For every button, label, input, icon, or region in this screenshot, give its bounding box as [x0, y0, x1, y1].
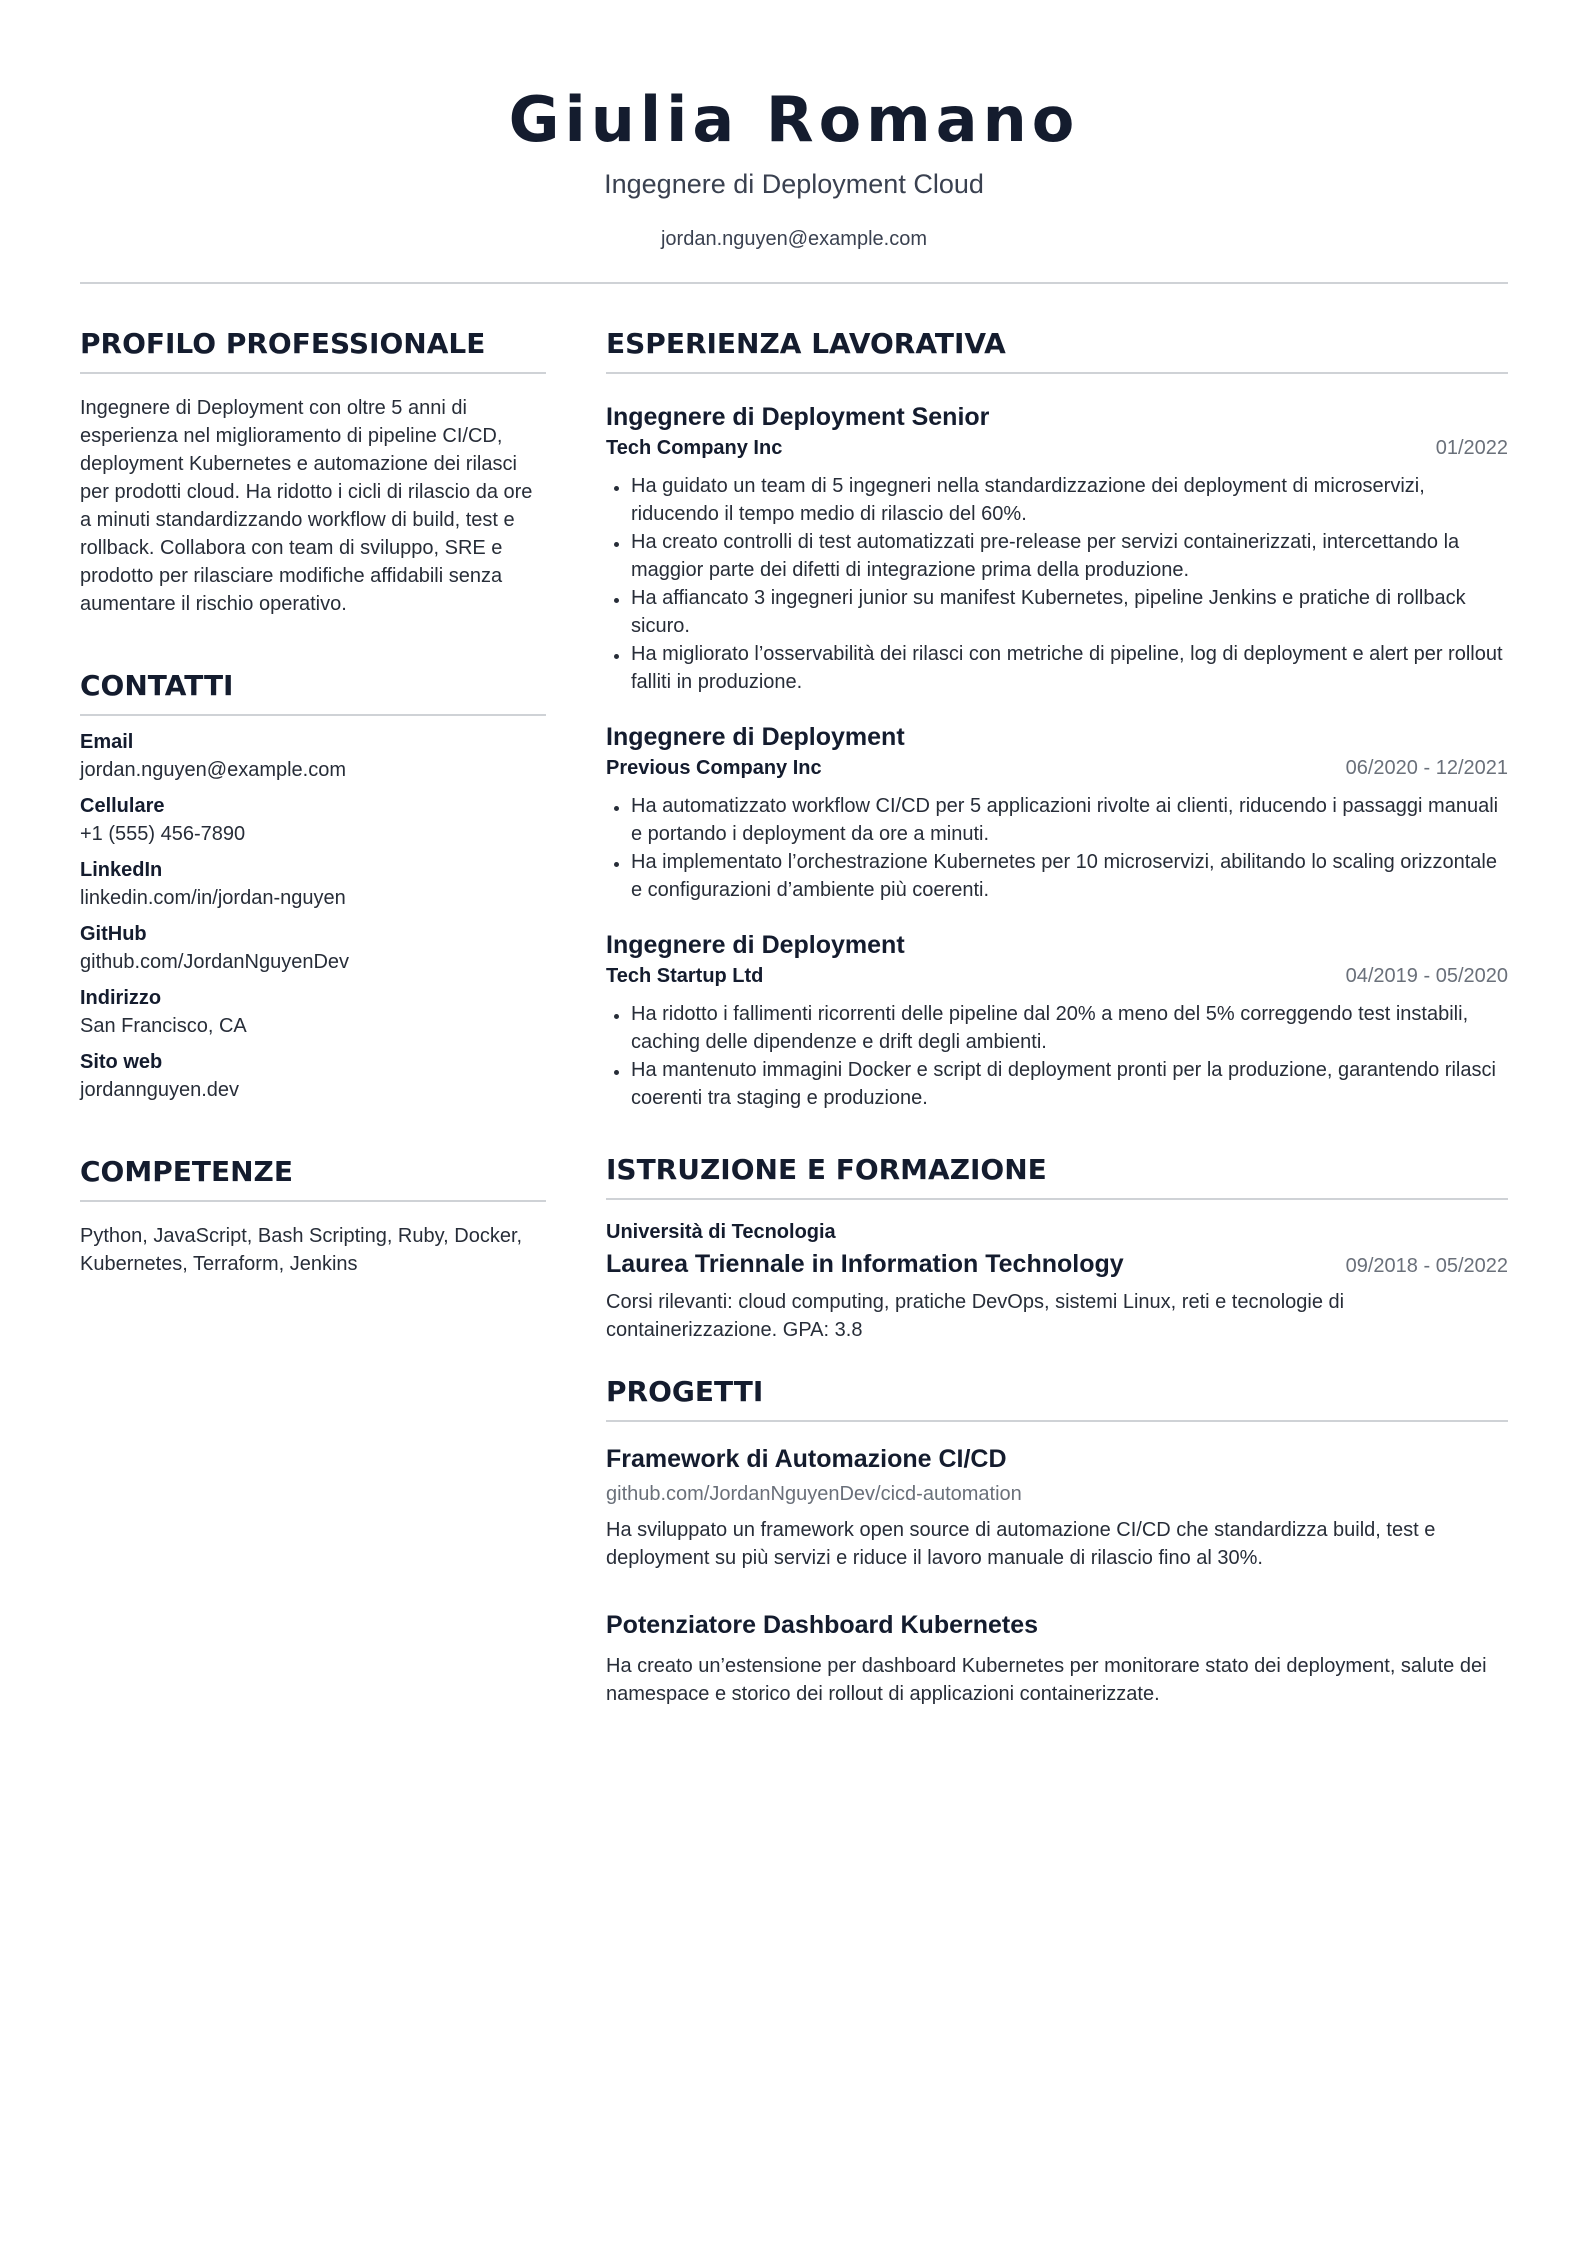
bullet-item: Ha migliorato l’osservabilità dei rilasci con metriche di pipeline, log di deployment e alert per rollout falliti in produzione.	[606, 640, 1508, 696]
contact-address	[80, 984, 546, 1040]
job-meta	[606, 754, 1508, 782]
candidate-name: Giulia Romano	[508, 83, 1080, 156]
job-entry	[606, 928, 1508, 1112]
project-description: Ha creato un’estensione per dashboard Kubernetes per monitorare stato dei deployment, salute dei namespace e storico dei rollout di applicazioni containerizzate.	[606, 1655, 1487, 1705]
contact-value: linkedin.com/in/jordan-nguyen	[80, 887, 346, 909]
bullet-item: Ha affiancato 3 ingegneri junior su manifest Kubernetes, pipeline Jenkins e pratiche di rollback sicuro.	[606, 584, 1508, 640]
contacts-section	[80, 664, 546, 1104]
section-divider	[606, 372, 1508, 374]
degree-row	[606, 1246, 1508, 1282]
job-entry	[606, 400, 1508, 696]
contact-label: Email	[80, 731, 134, 753]
skills-text: Python, JavaScript, Bash Scripting, Ruby, Docker, Kubernetes, Terraform, Jenkins	[80, 1225, 523, 1275]
bullet-item: Ha ridotto i fallimenti ricorrenti delle pipeline dal 20% a meno del 5% correggendo test instabili, caching delle dipendenze e drift degli ambienti.	[606, 1000, 1508, 1056]
section-divider	[80, 372, 546, 374]
skills-section	[80, 1150, 546, 1278]
summary-text: Ingegnere di Deployment con oltre 5 anni di esperienza nel miglioramento di pipeline CI/CD, deployment Kubernetes e automazione dei rilasci per prodotti cloud. Ha ridotto i cicli di rilascio da ore a minuti standardizzando workflow di build, test e rollback. Collabora con team di sviluppo, SRE e prodotto per rilasciare modifiche affidabili senza aumentare il rischio operativo.	[80, 397, 533, 615]
contact-label: Cellulare	[80, 795, 165, 817]
contact-phone	[80, 792, 546, 848]
education-section	[606, 1148, 1508, 1344]
left-column	[80, 322, 546, 1278]
job-bullets	[606, 472, 1508, 696]
header-email: jordan.nguyen@example.com	[660, 228, 927, 250]
company-name: Tech Startup Ltd	[606, 965, 764, 987]
bullet-item: Ha creato controlli di test automatizzati pre-release per servizi containerizzati, intercettando la maggior parte dei difetti di integrazione prima della produzione.	[606, 528, 1508, 584]
skills-heading: COMPETENZE	[80, 1155, 293, 1188]
contact-value: jordan.nguyen@example.com	[80, 759, 347, 781]
experience-heading: ESPERIENZA LAVORATIVA	[606, 327, 1006, 360]
job-title: Ingegnere di Deployment	[606, 723, 905, 751]
education-dates: 09/2018 - 05/2022	[1345, 1255, 1508, 1277]
contacts-heading: CONTATTI	[80, 669, 234, 702]
degree-title: Laurea Triennale in Information Technology	[606, 1250, 1124, 1278]
contact-label: GitHub	[80, 923, 147, 945]
project-link[interactable]: github.com/JordanNguyenDev/cicd-automation	[606, 1483, 1022, 1505]
bullet-item: Ha mantenuto immagini Docker e script di deployment pronti per la produzione, garantendo rilasci coerenti tra staging e produzione.	[606, 1056, 1508, 1112]
company-name: Previous Company Inc	[606, 757, 822, 779]
project-title: Potenziatore Dashboard Kubernetes	[606, 1611, 1039, 1639]
section-divider	[606, 1420, 1508, 1422]
job-dates: 01/2022	[1435, 437, 1508, 459]
projects-section	[606, 1370, 1508, 1708]
contact-list	[80, 728, 546, 1104]
contact-label: Sito web	[80, 1051, 163, 1073]
experience-section	[606, 322, 1508, 1112]
contact-linkedin	[80, 856, 546, 912]
contact-label: LinkedIn	[80, 859, 163, 881]
project-description: Ha sviluppato un framework open source di automazione CI/CD che standardizza build, test e deployment su più servizi e riduce il lavoro manuale di rilascio fino al 30%.	[606, 1519, 1436, 1569]
contact-value: San Francisco, CA	[80, 1015, 247, 1037]
job-meta	[606, 962, 1508, 990]
section-divider	[80, 1200, 546, 1202]
contact-github	[80, 920, 546, 976]
summary-heading: PROFILO PROFESSIONALE	[80, 327, 486, 360]
section-divider	[606, 1198, 1508, 1200]
job-title: Ingegnere di Deployment	[606, 931, 905, 959]
bullet-item: Ha automatizzato workflow CI/CD per 5 applicazioni rivolte ai clienti, riducendo i passaggi manuali e portando i deployment da ore a minuti.	[606, 792, 1508, 848]
bullet-item: Ha implementato l’orchestrazione Kubernetes per 10 microservizi, abilitando lo scaling orizzontale e configurazioni d’ambiente più coerenti.	[606, 848, 1508, 904]
contact-value: github.com/JordanNguyenDev	[80, 951, 350, 973]
project-entry	[606, 1608, 1508, 1708]
job-bullets	[606, 1000, 1508, 1112]
contact-email	[80, 728, 546, 784]
company-name: Tech Company Inc	[606, 437, 783, 459]
contact-website	[80, 1048, 546, 1104]
project-title: Framework di Automazione CI/CD	[606, 1445, 1007, 1473]
summary-section	[80, 322, 546, 618]
header-divider	[80, 282, 1508, 284]
job-bullets	[606, 792, 1508, 904]
school-name: Università di Tecnologia	[606, 1221, 836, 1243]
right-column	[606, 322, 1508, 1708]
candidate-title: Ingegnere di Deployment Cloud	[604, 169, 984, 199]
contact-label: Indirizzo	[80, 987, 162, 1009]
section-divider	[80, 714, 546, 716]
contact-value: +1 (555) 456-7890	[80, 823, 246, 845]
job-entry	[606, 720, 1508, 904]
education-description: Corsi rilevanti: cloud computing, pratiche DevOps, sistemi Linux, reti e tecnologie di containerizzazione. GPA: 3.8	[606, 1291, 1345, 1341]
contact-value: jordannguyen.dev	[80, 1079, 240, 1101]
projects-heading: PROGETTI	[606, 1375, 764, 1408]
job-dates: 06/2020 - 12/2021	[1345, 757, 1508, 779]
job-dates: 04/2019 - 05/2020	[1345, 965, 1508, 987]
bullet-item: Ha guidato un team di 5 ingegneri nella standardizzazione dei deployment di microservizi, riducendo il tempo medio di rilascio del 60%.	[606, 472, 1508, 528]
job-meta	[606, 434, 1508, 462]
education-heading: ISTRUZIONE E FORMAZIONE	[606, 1153, 1047, 1186]
job-title: Ingegnere di Deployment Senior	[606, 403, 990, 431]
project-entry	[606, 1442, 1508, 1572]
